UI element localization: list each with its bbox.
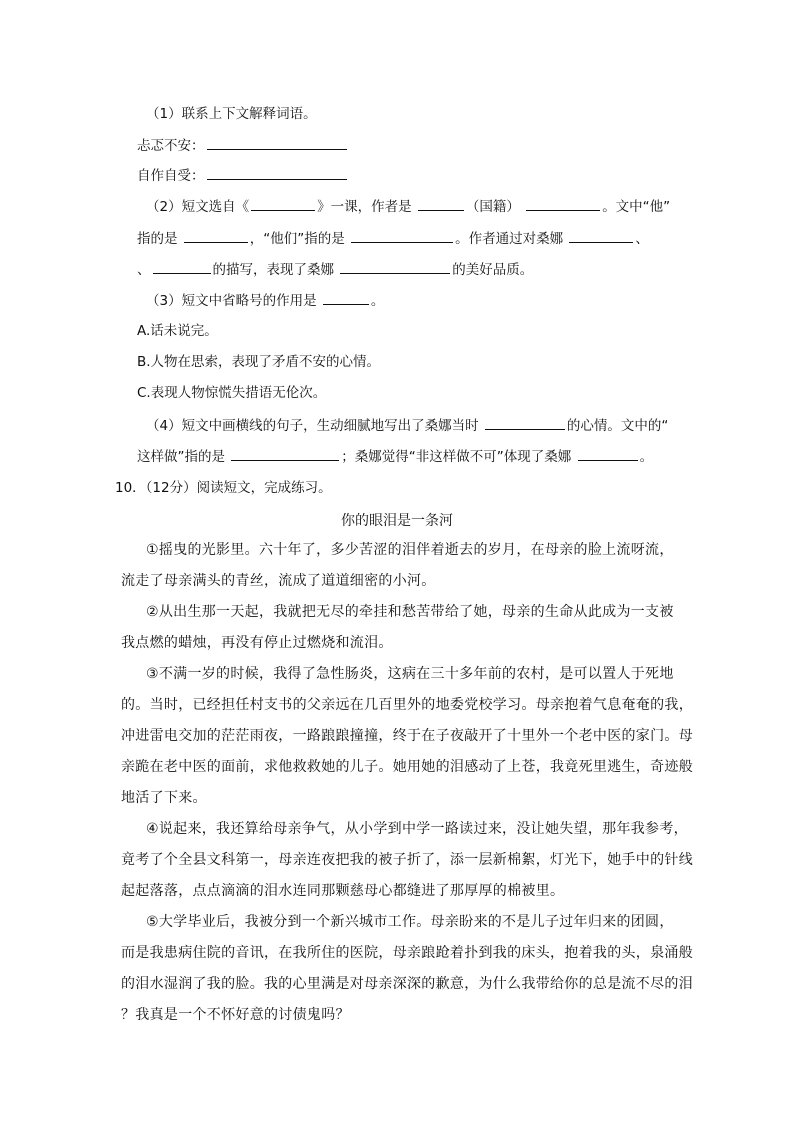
answer-blank[interactable]: [526, 196, 600, 211]
question-2-line-3: [137, 259, 533, 280]
text-segment: 的描写，表现了桑娜: [212, 262, 339, 278]
passage-line: ⑤大学毕业后，我被分到一个新兴城市工作。母亲盼来的不是儿子过年归来的团圆，: [146, 914, 674, 930]
word-label: 忐忑不安：: [137, 138, 205, 154]
answer-blank[interactable]: [485, 415, 565, 430]
passage-line: 地活了下来。: [121, 790, 207, 806]
passage-title: 你的眼泪是一条河: [341, 513, 453, 529]
question-3-prompt: [146, 290, 384, 311]
question-2-line-1: [146, 196, 670, 217]
text-segment: 。作者通过对桑娜: [455, 231, 568, 247]
option-c[interactable]: C.表现人物惊慌失措语无伦次。: [137, 385, 327, 401]
answer-blank[interactable]: [251, 196, 315, 211]
passage-line: ②从出生那一天起，我就把无尽的牵挂和愁苦带给了她，母亲的生命从此成为一支被: [146, 604, 674, 620]
word-label: 自作自受：: [137, 168, 205, 184]
option-b[interactable]: B.人物在思索，表现了矛盾不安的心情。: [137, 354, 381, 370]
passage-line: 的泪水湿润了我的脸。我的心里满是对母亲深深的歉意，为什么我带给你的总是流不尽的泪: [121, 976, 693, 992]
text-segment: ；桑娜觉得“非这样做不可”体现了桑娜: [341, 449, 576, 465]
passage-line: 我点燃的蜡烛，再没有停止过燃烧和流泪。: [121, 635, 393, 651]
text-segment: （4）短文中画横线的句子，生动细腻地写出了桑娜当时: [146, 418, 483, 434]
answer-blank[interactable]: [340, 259, 450, 274]
text-segment: 》一课，作者是: [317, 199, 416, 215]
text-segment: 、: [635, 231, 649, 247]
passage-line: ③不满一岁的时候，我得了急性肠炎，这病在三十多年前的农村，是可以置人于死地: [146, 666, 674, 682]
question-2-line-2: [137, 228, 649, 249]
answer-blank[interactable]: [578, 446, 638, 461]
text-segment: （3）短文中省略号的作用是: [146, 293, 321, 309]
answer-blank[interactable]: [231, 446, 339, 461]
answer-blank[interactable]: [207, 165, 347, 180]
answer-blank[interactable]: [418, 196, 464, 211]
text-segment: ，“他们”指的是: [249, 231, 350, 247]
text-segment: 。文中“他”: [602, 199, 671, 215]
passage-line: 的。当时，已经担任村支书的父亲远在几百里外的地委党校学习。母亲抱着气息奄奄的我，: [121, 697, 693, 713]
passage-line: 起起落落，点点滴滴的泪水连同那颗慈母心都缝进了那厚厚的棉被里。: [121, 883, 565, 899]
question-1-prompt: （1）联系上下文解释词语。: [146, 106, 317, 122]
passage-line: ①摇曳的光影里。六十年了，多少苦涩的泪伴着逝去的岁月，在母亲的脸上流呀流，: [146, 542, 674, 558]
text-segment: 。: [639, 449, 654, 465]
passage-line: ？我真是一个不怀好意的讨债鬼吗？: [121, 1007, 350, 1023]
option-a[interactable]: A.话未说完。: [137, 323, 218, 339]
text-segment: 指的是: [137, 231, 182, 247]
answer-blank[interactable]: [569, 228, 633, 243]
answer-blank[interactable]: [184, 228, 248, 243]
question-10-header: 10．（12分）阅读短文，完成练习。: [115, 480, 332, 496]
passage-line: 而是我患病住院的音讯，在我所住的医院，母亲踉跄着扑到我的床头，抱着我的头，泉涌般: [121, 945, 693, 961]
question-4-line-1: [146, 415, 668, 436]
passage-line: ④说起来，我还算给母亲争气，从小学到中学一路读过来，没让她失望，那年我参考，: [146, 821, 688, 837]
word-explain-1: [137, 135, 349, 156]
answer-blank[interactable]: [351, 228, 453, 243]
passage-line: 亲跪在老中医的面前，求他救救她的儿子。她用她的泪感动了上苍，我竟死里逃生，奇迹般: [121, 759, 693, 775]
text-segment: 、: [137, 262, 151, 278]
answer-blank[interactable]: [153, 259, 211, 274]
text-segment: 的心情。文中的“: [566, 418, 669, 434]
text-segment: 。: [370, 293, 385, 309]
question-4-line-2: [137, 446, 653, 467]
passage-line: 竟考了个全县文科第一，母亲连夜把我的被子折了，添一层新棉絮，灯光下，她手中的针线: [121, 852, 693, 868]
text-segment: （国籍）: [465, 199, 520, 215]
text-segment: （2）短文选自《: [146, 199, 250, 215]
text-segment: 的美好品质。: [452, 262, 534, 278]
passage-line: 冲进雷电交加的茫茫雨夜，一路踉踉撞撞，终于在子夜敲开了十里外一个老中医的家门。母: [121, 728, 693, 744]
answer-blank[interactable]: [323, 290, 369, 305]
text-segment: 这样做”指的是: [137, 449, 230, 465]
answer-blank[interactable]: [207, 135, 347, 150]
word-explain-2: [137, 165, 349, 186]
passage-line: 流走了母亲满头的青丝，流成了道道细密的小河。: [121, 573, 436, 589]
